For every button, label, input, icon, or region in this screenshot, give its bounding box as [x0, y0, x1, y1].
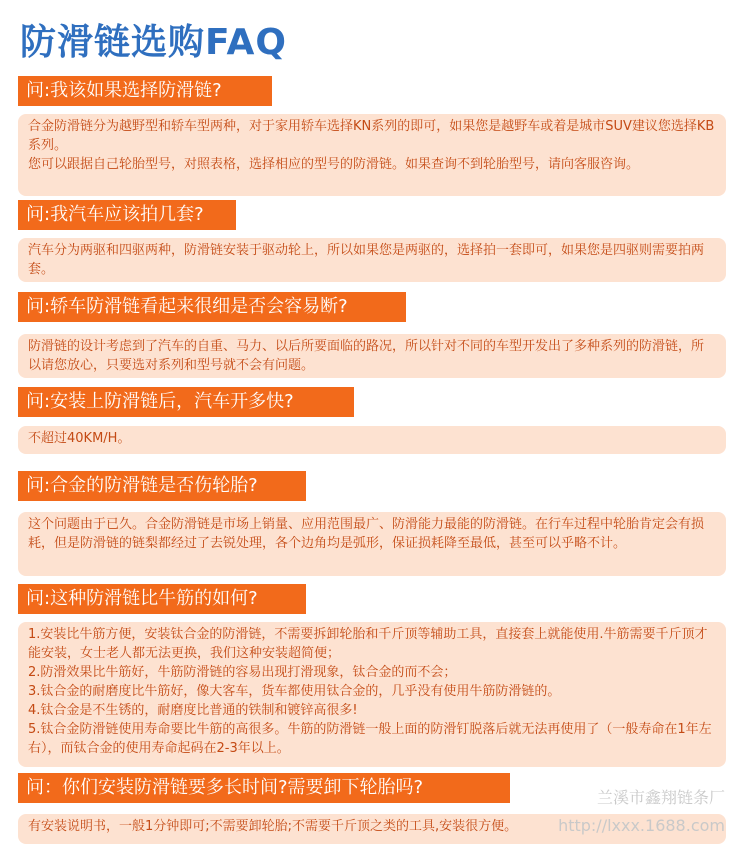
faq-question-7: 问：你们安装防滑链要多长时间?需要卸下轮胎吗?: [18, 773, 510, 803]
faq-question-5: 问:合金的防滑链是否伤轮胎?: [18, 471, 306, 501]
faq-answer-6-line-4: 4.钛合金是不生锈的，耐磨度比普通的铁制和镀锌高很多!: [28, 703, 358, 718]
faq-answer-3: [18, 334, 726, 378]
faq-answer-5-line-1: 这个问题由于已久。合金防滑链是市场上销量、应用范围最广、防滑能力最能的防滑链。在行车过程中轮胎肯定会有损耗，但是防滑链的链梨都经过了去锐处理，各个边角均是弧形，保证损耗降至最低，甚至可以乎略不计。: [28, 517, 705, 551]
faq-question-6: 问:这种防滑链比牛筋的如何?: [18, 584, 306, 614]
page-title: 防滑链选购FAQ: [20, 22, 287, 63]
faq-answer-6-line-3: 3.钛合金的耐磨度比牛筋好，像大客车，货车都使用钛合金的，几乎没有使用牛筋防滑链的。: [28, 684, 561, 699]
faq-answer-1-line-1: 合金防滑链分为越野型和轿车型两种，对于家用轿车选择KN系列的即可，如果您是越野车或着是城市SUV建议您选择KB系列。: [28, 119, 715, 153]
faq-answer-1: [18, 114, 726, 196]
faq-answer-2: [18, 238, 726, 282]
faq-question-2: 问:我汽车应该拍几套?: [18, 200, 236, 230]
faq-answer-4: [18, 426, 726, 454]
faq-question-3: 问:轿车防滑链看起来很细是否会容易断?: [18, 292, 406, 322]
faq-answer-6-line-1: 1.安装比牛筋方便，安装钛合金的防滑链，不需要拆卸轮胎和千斤顶等辅助工具，直接套上就能使用.牛筋需要千斤顶才能安装，女士老人都无法更换，我们这种安装超简便；: [28, 627, 708, 661]
faq-answer-1-line-2: 您可以跟据自己轮胎型号，对照表格，选择相应的型号的防滑链。如果查询不到轮胎型号，请向客服咨询。: [28, 157, 640, 172]
faq-question-1: 问:我该如果选择防滑链?: [18, 76, 272, 106]
faq-answer-6-line-2: 2.防滑效果比牛筋好，牛筋防滑链的容易出现打滑现象，钛合金的而不会；: [28, 665, 457, 680]
faq-answer-2-line-1: 汽车分为两驱和四驱两种，防滑链安装于驱动轮上，所以如果您是两驱的，选择拍一套即可，如果您是四驱则需要拍两套。: [28, 243, 705, 277]
faq-answer-4-line-1: 不超过40KM/H。: [28, 431, 131, 446]
faq-answer-3-line-1: 防滑链的设计考虑到了汽车的自重、马力、以后所要面临的路况，所以针对不同的车型开发出了多种系列的防滑链，所以请您放心，只要选对系列和型号就不会有问题。: [28, 339, 705, 373]
faq-answer-5: [18, 512, 726, 576]
faq-answer-6-line-5: 5.钛合金防滑链使用寿命要比牛筋的高很多。牛筋的防滑链一般上面的防滑钉脱落后就无法再使用了（一般寿命在1年左右），而钛合金的使用寿命起码在2-3年以上。: [28, 722, 712, 756]
watermark-site: http://lxxx.1688.com: [558, 816, 725, 835]
watermark-company: 兰溪市鑫翔链条厂: [596, 788, 725, 807]
faq-answer-7-line-1: 有安装说明书，一般1分钟即可;不需要卸轮胎;不需要千斤顶之类的工具,安装很方便。: [28, 819, 518, 834]
faq-question-4: 问:安装上防滑链后，汽车开多快?: [18, 387, 354, 417]
faq-answer-6: [18, 622, 726, 767]
